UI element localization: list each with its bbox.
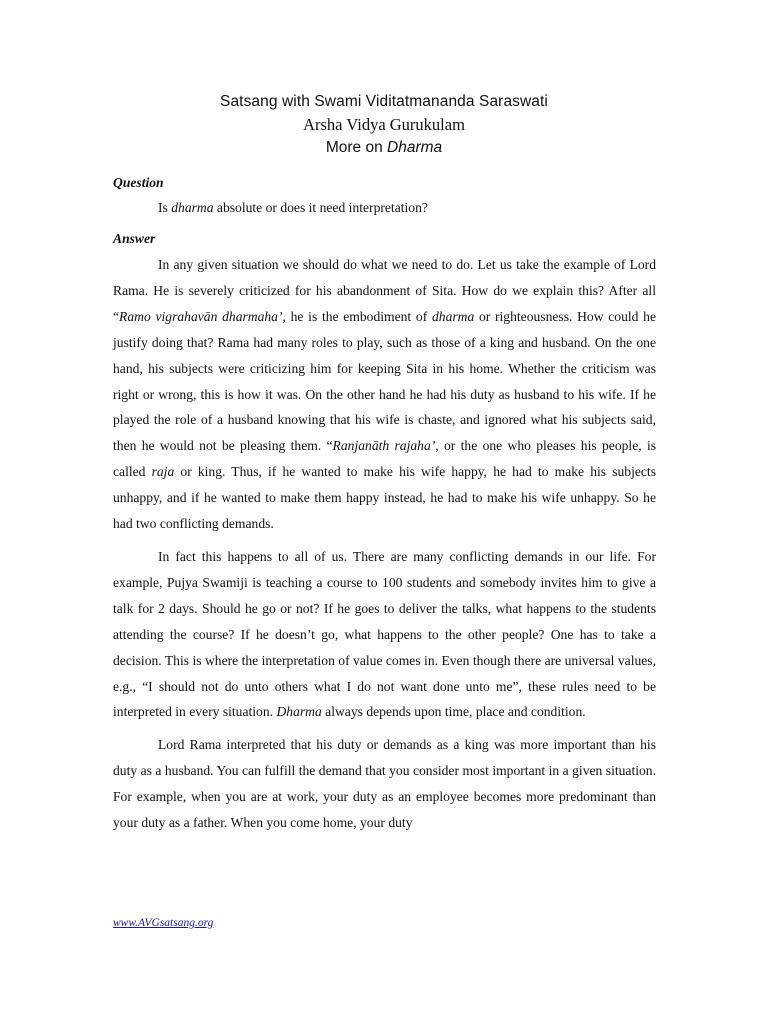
answer-paragraph-3: Lord Rama interpreted that his duty or demands as a king was more important than his duty as a husband. You can fulfill the demand that you consider most important in a given situation. For example, when you are at work, your duty as an employee becomes more predominant than your duty as a father. When you come home, your duty bbox=[113, 737, 656, 831]
topic-prefix: More on bbox=[325, 139, 388, 156]
document-title: Satsang with Swami Viditatmananda Saraswati bbox=[220, 93, 548, 110]
answer-paragraph-1: In any given situation we should do what we need to do. Let us take the example of Lord Rama. He is severely criticized for his abandonment of Sita. How do we explain this? After all “Ramo vigrahavān dharmaha’, he is the embodiment of dharma or righteousness. How could he justify doing that? Rama had many roles to play, such as those of a king and husband. On the one hand, his subjects were criticizing him for keeping Sita in his home. Whether the criticism was right or wrong, this is how it was. On the other hand he had his duty as husband to his wife. If he played the role of a husband knowing that his wife is chaste, and ignored what his subjects said, then he would not be pleasing them. “Ranjanāth rajaha’, or the one who pleases his people, is called raja or king. Thus, if he wanted to make his wife happy, he had to make his subjects unhappy, and if he wanted to make them happy instead, he had to make his wife unhappy. So he had two conflicting demands. bbox=[113, 257, 657, 532]
document-body bbox=[113, 172, 656, 843]
organization-name: Arsha Vidya Gurukulam bbox=[303, 115, 465, 134]
answer-label: Answer bbox=[113, 231, 156, 246]
document-header bbox=[0, 90, 768, 159]
question-label: Question bbox=[113, 175, 164, 190]
answer-paragraph-2: In fact this happens to all of us. There are many conflicting demands in our life. For example, Pujya Swamiji is teaching a course to 100 students and somebody invites him to give a talk for 2 days. Should he go or not? If he goes to deliver the talks, what happens to the students attending the course? If he doesn’t go, what happens to the other people? One has to take a decision. This is where the interpretation of value comes in. Even though there are universal values, e.g., “I should not do unto others what I do not want done unto me”, these rules need to be interpreted in every situation. Dharma always depends upon time, place and condition. bbox=[113, 548, 656, 720]
footer-website-link[interactable]: www.AVGsatsang.org bbox=[113, 917, 214, 929]
topic-term: Dharma bbox=[387, 139, 443, 156]
topic-heading bbox=[0, 136, 768, 159]
question-text: Is dharma absolute or does it need interpretation? bbox=[158, 200, 428, 215]
